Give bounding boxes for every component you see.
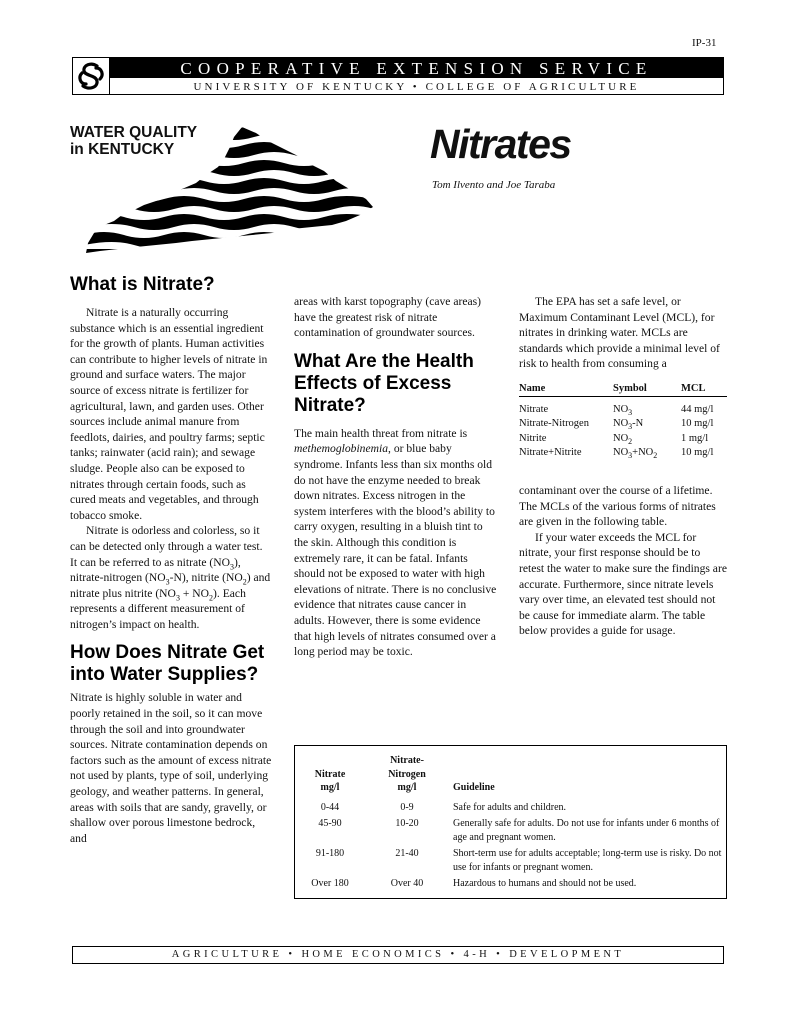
- column-1: [70, 274, 272, 846]
- table-row: 45-90 10-20 Generally safe for adults. Do not use for infants under 6 months of age and pregnant women.: [318, 818, 720, 843]
- university-line: UNIVERSITY OF KENTUCKY • COLLEGE OF AGRICULTURE: [193, 81, 640, 93]
- table-row: Over 180 Over 40 Hazardous to humans and should not be used.: [311, 878, 637, 889]
- series-label: [70, 124, 197, 158]
- health-paragraph: The main health threat from nitrate is methemoglobinemia, or blue baby syndrome. Infants less than six months old do not have the enzyme needed to break down nitrates. Excess nitrogen in the system interferes with the blood’s ability to carry oxygen, resulting in a bluish tint to the skin. Although this condition is extremely rare, it can be fatal. Infants should not be exposed to water with high elevations of nitrate. There is no conclusive evidence that nitrates cause cancer in adults. However, there is some evidence that high levels of nitrates consumed over a long period may be toxic.: [294, 426, 497, 659]
- mcl-table: [519, 380, 727, 461]
- table-row: 91-180 21-40 Short-term use for adults acceptable; long-term use is risky. Do not use for infants or pregnant women.: [315, 848, 722, 873]
- what-heading: What is Nitrate?: [70, 274, 215, 295]
- page-title: Nitrates: [430, 121, 571, 167]
- table-row: Nitrate+Nitrite $NO_3+NO_2$ 10 mg/l: [519, 447, 714, 461]
- publication-number: IP-31: [692, 37, 717, 49]
- epa-paragraph-2: If your water exceeds the MCL for nitrate, your first response should be to retest the water to make sure the findings are accurate. Furthermore, since nitrate levels vary over time, an elevated test should not be cause for immediate alarm. The table below provides a guide for usage.: [519, 530, 727, 638]
- extension-logo: [72, 57, 110, 95]
- series-line-1: WATER QUALITY: [70, 124, 198, 141]
- epa-paragraph-1: The EPA has set a safe level, or Maximum Contaminant Level (MCL), for nitrates in drinking water. MCLs are standards which provide a minimal level of risk to health from consuming a: [519, 295, 720, 371]
- guide-header-nitrate: Nitrate mg/l: [314, 768, 346, 793]
- supply-paragraph-continued: areas with karst topography (cave areas) have the greatest risk of nitrate contamination of groundwater sources.: [294, 295, 482, 340]
- methemoglobinemia-term: methemoglobinemia: [294, 442, 389, 456]
- column-2: [294, 294, 498, 660]
- health-heading: What Are the Health Effects of Excess Nitrate?: [294, 350, 474, 416]
- what-paragraph-1: Nitrate is a naturally occurring substance which is an essential ingredient for the growth of plants. Human activities can contribute to higher levels of nitrate in ground and surface waters. The major source of excess nitrate is fertilizer for agricultural, lawn, and garden uses. Other sources include animal manure from feedlots, dairies, and poultry farms; septic tanks; rainwater (acid rain); and sewage sludge. People also can be exposed to nitrates through certain foods, such as cured meats and vegetables, and through tobacco smoke.: [70, 306, 268, 522]
- mcl-header-symbol: Symbol: [613, 380, 681, 397]
- extension-logo-icon: [72, 57, 110, 95]
- guideline-table-box: [294, 745, 727, 899]
- epa-paragraph-continued: contaminant over the course of a lifetime. The MCLs of the various forms of nitrates are given in the following table.: [519, 483, 716, 529]
- series-line-2: in KENTUCKY: [70, 141, 175, 158]
- footer-banner: AGRICULTURE • HOME ECONOMICS • 4-H • DEVELOPMENT: [72, 946, 724, 964]
- table-row: 0-44 0-9 Safe for adults and children.: [320, 801, 567, 813]
- mcl-header-name: Name: [519, 380, 613, 397]
- supply-paragraph: Nitrate is highly soluble in water and poorly retained in the soil, so it can move through the soil and into groundwater sources. Nitrate contamination depends on factors such as the amount of excess nitrate not used by plants, type of soil, underlying geology, and weather patterns. In general, areas with soils that are sandy, gravelly, or shallow over porous limestone bedrock, and: [70, 691, 272, 845]
- table-row: Nitrate $NO_3$ 44 mg/l: [519, 403, 714, 418]
- guide-header-guideline: Guideline: [453, 782, 495, 793]
- table-row: Nitrate-Nitrogen $NO_3-N$ 10 mg/l: [519, 418, 714, 432]
- supply-heading: How Does Nitrate Get into Water Supplies?: [70, 642, 265, 686]
- column-3: [519, 294, 727, 639]
- mcl-header-mcl: MCL: [681, 380, 727, 397]
- authors: Tom Ilvento and Joe Taraba: [432, 179, 556, 191]
- service-banner: COOPERATIVE EXTENSION SERVICE: [110, 58, 723, 78]
- what-paragraph-2: Nitrate is odorless and colorless, so it can be detected only through a water test. It can be referred to as nitrate $(NO_3)$, nitrate-nitrogen $(NO_3-N)$, nitrite $(NO_2)$ and nitrate plus nitrite $(NO_3 + NO_2)$. Each represents a different measurement of nitrogen’s impact on health.: [70, 524, 271, 631]
- guide-header-nitrogen: Nitrate- Nitrogen mg/l: [388, 755, 426, 793]
- guideline-table: [295, 754, 726, 894]
- table-row: Nitrite $NO_2$ 1 mg/l: [519, 432, 709, 447]
